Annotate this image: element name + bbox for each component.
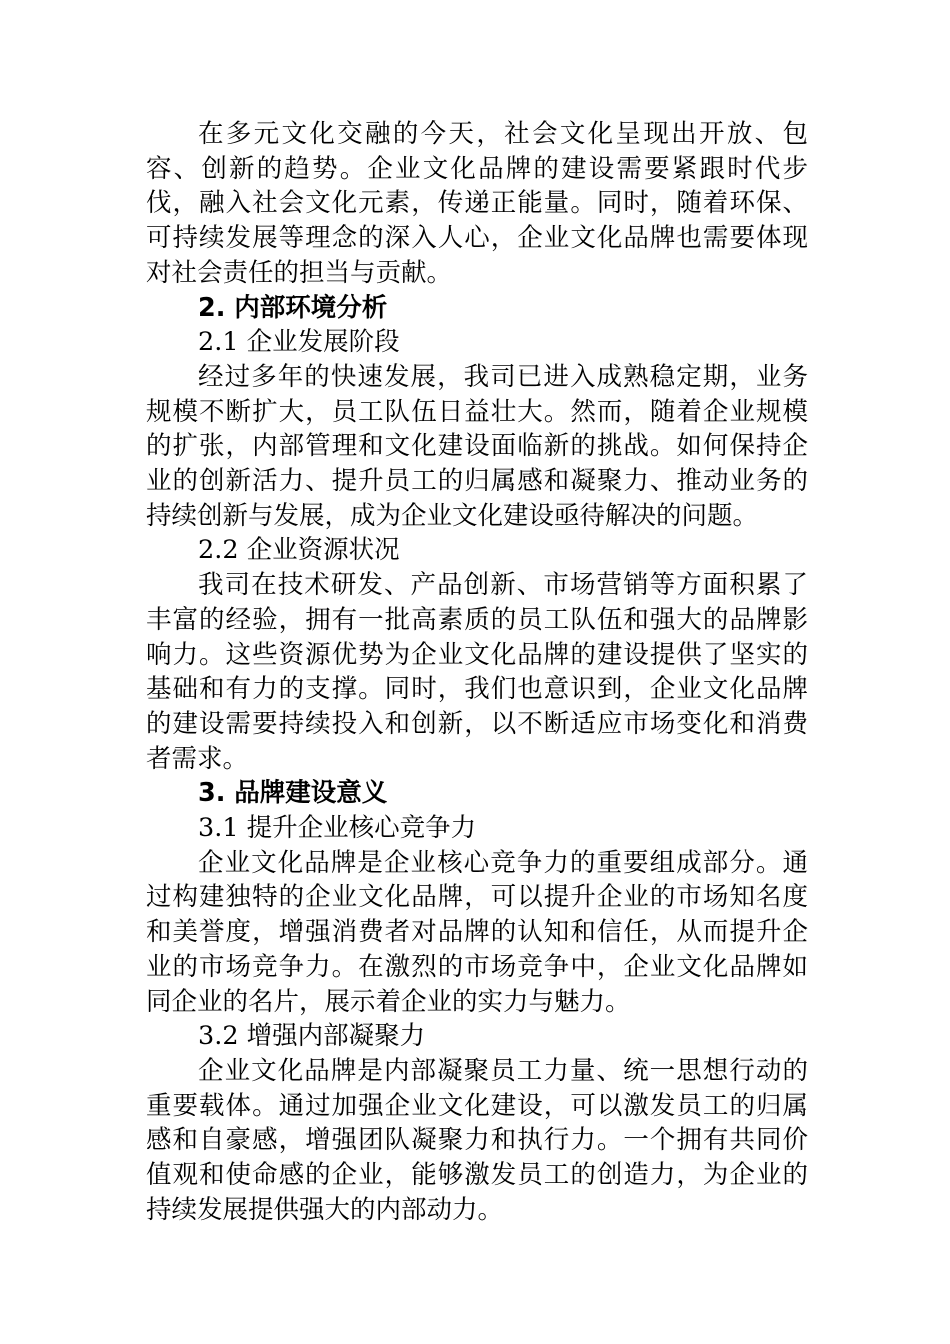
section-2-heading: 2. 内部环境分析 [198,292,388,323]
section-3-2-heading: 3.2 增强内部凝聚力 [198,1021,426,1052]
section-3-1-heading: 3.1 提升企业核心竞争力 [198,813,477,844]
section-2-2-paragraph: 我司在技术研发、产品创新、市场营销等方面积累了丰富的经验，拥有一批高素质的员工队伍和强大的品牌影响力。这些资源优势为企业文化品牌的建设提供了坚实的基础和有力的支撑。同时，我们也意识到，企业文化品牌的建设需要持续投入和创新，以不断适应市场变化和消费者需求。 [146,570,808,774]
intro-paragraph: 在多元文化交融的今天，社会文化呈现出开放、包容、创新的趋势。企业文化品牌的建设需要紧跟时代步伐，融入社会文化元素，传递正能量。同时，随着环保、可持续发展等理念的深入人心，企业文化品牌也需要体现对社会责任的担当与贡献。 [146,119,808,288]
document-page [146,117,808,1228]
section-3-2-paragraph: 企业文化品牌是内部凝聚员工力量、统一思想行动的重要载体。通过加强企业文化建设，可以激发员工的归属感和自豪感，增强团队凝聚力和执行力。一个拥有共同价值观和使命感的企业，能够激发员工的创造力，为企业的持续发展提供强大的内部动力。 [146,1055,808,1225]
section-2-1-paragraph: 经过多年的快速发展，我司已进入成熟稳定期，业务规模不断扩大，员工队伍日益壮大。然而，随着企业规模的扩张，内部管理和文化建设面临新的挑战。如何保持企业的创新活力、提升员工的归属感和凝聚力、推动业务的持续创新与发展，成为企业文化建设亟待解决的问题。 [146,361,808,531]
section-2-1-heading: 2.1 企业发展阶段 [198,327,400,358]
section-2-2-heading: 2.2 企业资源状况 [198,535,400,566]
section-3-heading: 3. 品牌建设意义 [198,778,388,809]
section-3-1-paragraph: 企业文化品牌是企业核心竞争力的重要组成部分。通过构建独特的企业文化品牌，可以提升企业的市场知名度和美誉度，增强消费者对品牌的认知和信任，从而提升企业的市场竞争力。在激烈的市场竞争中，企业文化品牌如同企业的名片，展示着企业的实力与魅力。 [146,847,808,1017]
